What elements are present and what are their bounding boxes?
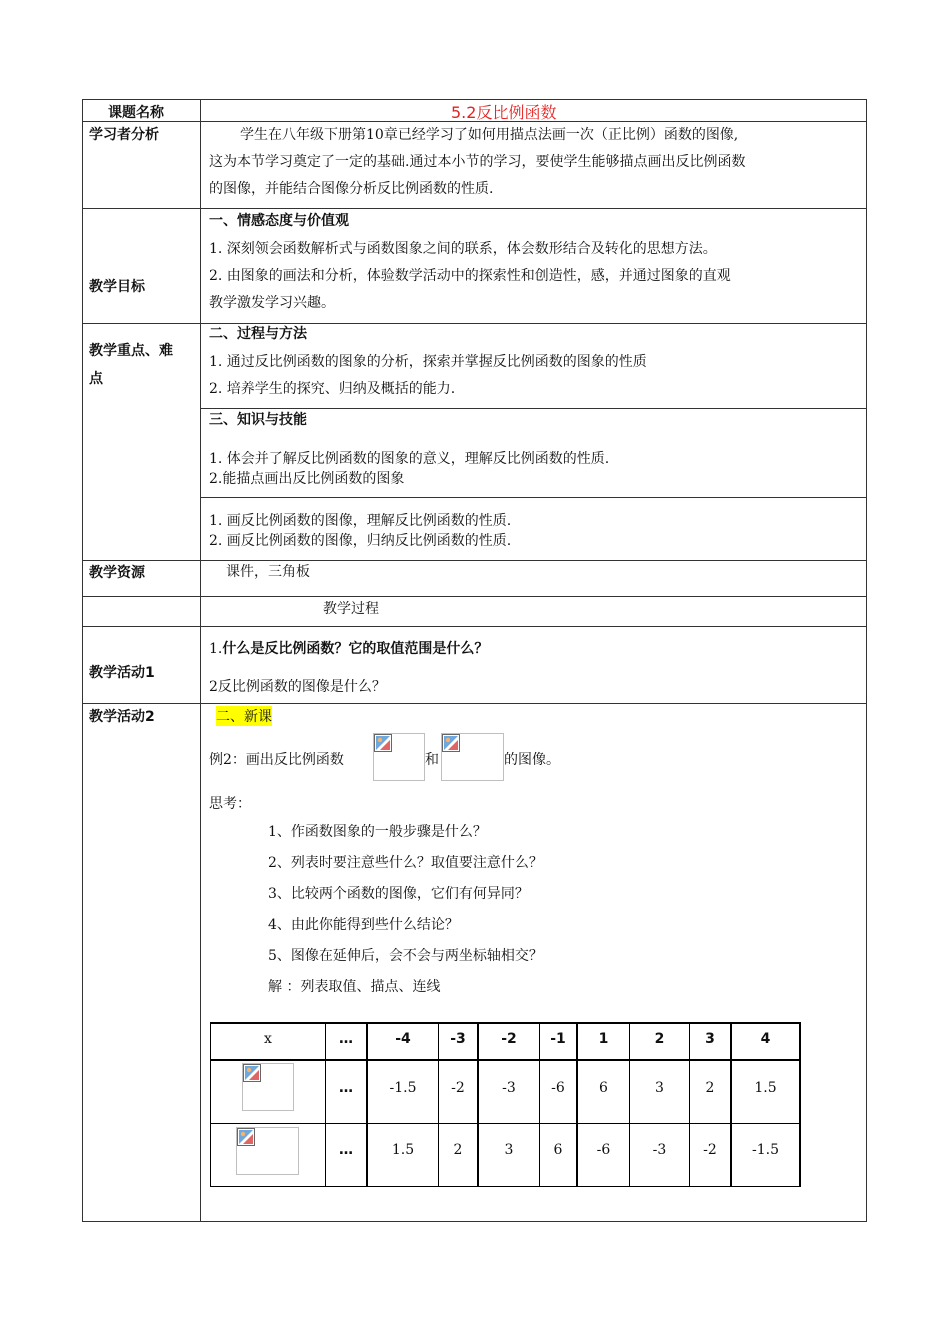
example-suffix: 的图像。 <box>504 752 560 768</box>
formula-image-row-1 <box>242 1063 294 1111</box>
value-table-header-cell: -3 <box>450 1031 466 1047</box>
learner-line-2: 这为本节学习奠定了一定的基础.通过本小节的学习，要使学生能够描点画出反比例函数 <box>209 154 746 170</box>
skills-heading: 三、知识与技能 <box>209 412 307 428</box>
lesson-title: 5.2反比例函数 <box>451 103 557 122</box>
value-table-cell: -1.5 <box>752 1142 779 1158</box>
value-table-border <box>210 1022 801 1024</box>
value-table-header-cell: 4 <box>760 1031 771 1047</box>
value-table-header-cell: -1 <box>550 1031 566 1047</box>
formula-image-1 <box>373 733 425 781</box>
value-table-header-cell: 3 <box>705 1031 715 1047</box>
value-table-header-cell: x <box>264 1031 272 1047</box>
difficulty-item-1: 1. 画反比例函数的图像，理解反比例函数的性质. <box>209 513 512 529</box>
value-table-row-line <box>210 1059 801 1061</box>
value-table-border <box>210 1186 801 1187</box>
keypoints-heading: 二、过程与方法 <box>209 326 307 342</box>
solution-text: 解 ：列表取值、描点、连线 <box>268 979 441 995</box>
resources-label: 教学资源 <box>89 565 145 581</box>
value-table-cell: … <box>339 1080 353 1096</box>
value-table-cell: 2 <box>705 1080 715 1096</box>
example-and: 和 <box>425 752 439 768</box>
think-question: 3、比较两个函数的图像，它们有何异同？ <box>268 886 529 902</box>
think-question: 4、由此你能得到些什么结论？ <box>268 917 459 933</box>
keypoints-item-1: 1. 通过反比例函数的图象的分析，探索并掌握反比例函数的图象的性质 <box>209 354 647 370</box>
activity1-question-2: 2反比例函数的图像是什么？ <box>209 679 386 695</box>
think-question: 1、作函数图象的一般步骤是什么？ <box>268 824 487 840</box>
skills-item-2: 2.能描点画出反比例函数的图象 <box>209 471 405 487</box>
value-table-cell: -3 <box>502 1080 516 1096</box>
value-table-cell: 2 <box>453 1142 463 1158</box>
activity1-question-1-text: 什么是反比例函数？它的取值范围是什么？ <box>222 641 489 657</box>
formula-image-row-2 <box>236 1127 299 1175</box>
goals-item-2b: 教学激发学习兴趣。 <box>209 295 335 311</box>
value-table-cell: -2 <box>703 1142 717 1158</box>
think-heading: 思考： <box>209 796 251 812</box>
value-table-cell: 1.5 <box>754 1080 777 1096</box>
value-table-cell: -6 <box>551 1080 565 1096</box>
difficulty-item-2: 2. 画反比例函数的图像，归纳反比例函数的性质. <box>209 533 512 549</box>
goals-heading: 一、情感态度与价值观 <box>209 213 349 229</box>
broken-image-icon <box>243 1064 261 1082</box>
header-label: 课题名称 <box>108 105 164 121</box>
value-table-header-cell: 1 <box>598 1031 609 1047</box>
activity1-question-1-number: 1. <box>209 641 223 657</box>
activity2-label: 教学活动2 <box>89 709 155 725</box>
value-table-cell: 6 <box>599 1080 608 1096</box>
skills-item-1: 1. 体会并了解反比例函数的图象的意义，理解反比例函数的性质. <box>209 451 610 467</box>
learner-line-3: 的图像，并能结合图像分析反比例函数的性质. <box>209 181 494 197</box>
value-table-cell: -6 <box>596 1142 611 1158</box>
value-table-cell: 6 <box>553 1142 563 1158</box>
keypoints-label-line-2: 点 <box>89 371 103 387</box>
broken-image-icon <box>237 1128 255 1146</box>
formula-image-2 <box>441 733 504 781</box>
value-table-header-cell: -4 <box>395 1031 411 1047</box>
resources-value: 课件，三角板 <box>226 564 310 580</box>
learner-line-1: 学生在八年级下册第10章已经学习了如何用描点法画一次（正比例）函数的图像, <box>240 127 739 143</box>
value-table-row-line <box>210 1123 801 1124</box>
value-table-border <box>799 1022 801 1187</box>
keypoints-item-2: 2. 培养学生的探究、归纳及概括的能力. <box>209 381 456 397</box>
value-table-cell: 3 <box>655 1080 664 1096</box>
learner-label: 学习者分析 <box>89 127 159 143</box>
table-border-right <box>866 99 867 1222</box>
think-question: 2、列表时要注意些什么？取值要注意什么？ <box>268 855 543 871</box>
value-table-cell: -3 <box>652 1142 667 1158</box>
activity1-label: 教学活动1 <box>89 665 155 681</box>
broken-image-icon <box>442 734 460 752</box>
value-table-cell: 1.5 <box>391 1142 415 1158</box>
value-table-cell: … <box>339 1142 353 1158</box>
goals-item-2a: 2. 由图象的画法和分析，体验数学活动中的探索性和创造性，感，并通过图象的直观 <box>209 268 731 284</box>
goals-item-1: 1. 深刻领会函数解析式与函数图象之间的联系，体会数形结合及转化的思想方法。 <box>209 241 717 257</box>
row-divider <box>200 497 867 498</box>
table-border-left <box>82 99 83 1222</box>
broken-image-icon <box>374 734 392 752</box>
example-prefix: 例2：画出反比例函数 <box>209 752 344 768</box>
value-table-cell: -1.5 <box>389 1080 417 1096</box>
value-table-header-cell: … <box>339 1031 353 1047</box>
goals-label: 教学目标 <box>89 279 145 295</box>
value-table-cell: 3 <box>504 1142 514 1158</box>
value-table-header-cell: -2 <box>501 1031 517 1047</box>
column-divider <box>200 99 201 1222</box>
value-table-cell: -2 <box>451 1080 465 1096</box>
think-question: 5、图像在延伸后，会不会与两坐标轴相交？ <box>268 948 543 964</box>
value-table-header-cell: 2 <box>654 1031 665 1047</box>
keypoints-label-line-1: 教学重点、难 <box>89 343 173 359</box>
activity1-question-1 <box>209 638 488 658</box>
process-heading: 教学过程 <box>323 601 379 617</box>
new-lesson-heading: 二、新课 <box>216 706 272 726</box>
